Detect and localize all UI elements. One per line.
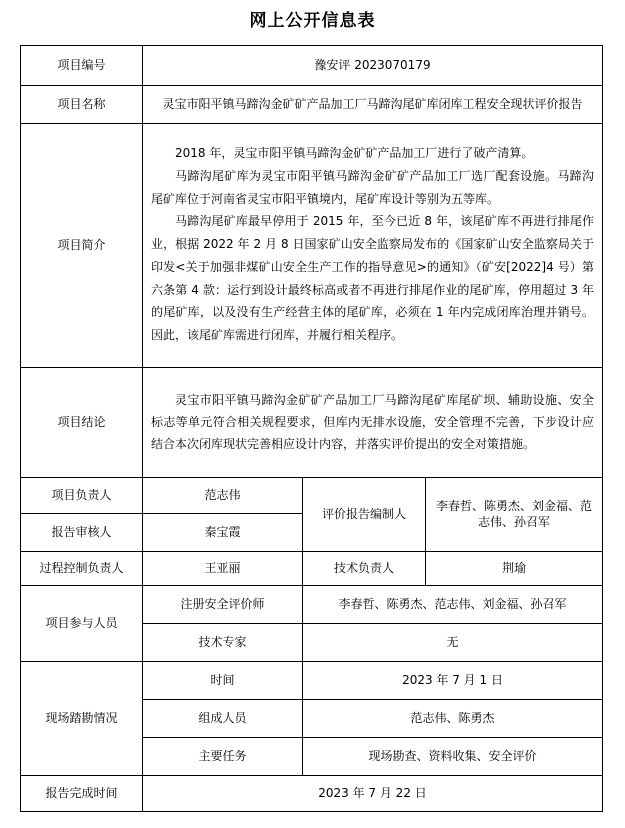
- completion-date-label: 报告完成时间: [21, 776, 143, 812]
- row-project-name: [21, 86, 603, 124]
- site-time-label: 时间: [143, 662, 303, 700]
- process-control-label: 过程控制负责人: [21, 552, 143, 586]
- reviewer-label: 报告审核人: [21, 514, 143, 552]
- row-process-control: [21, 552, 603, 586]
- reviewer-value: 秦宝霞: [143, 514, 303, 552]
- tech-expert-value: 无: [303, 624, 603, 662]
- site-members-label: 组成人员: [143, 700, 303, 738]
- conclusion-content: [143, 368, 603, 478]
- project-name-label: 项目名称: [21, 86, 143, 124]
- row-site-time: [21, 662, 603, 700]
- compiler-value: 李春哲、陈勇杰、刘金福、范志伟、孙召军: [426, 478, 603, 552]
- intro-paragraph-3: 马蹄沟尾矿库最早停用于 2015 年，至今已近 8 年，该尾矿库不再进行排尾作业，根据 2022 年 2 月 8 日国家矿山安全监察局发布的《国家矿山安全监察局关于印发<关于加强非煤矿山安全生产工作的指导意见>的通知》（矿安[2022]4 号）第六条第 4 款：运行到设计最终标高或者不再进行排尾作业的尾矿库，停用超过 3 年的尾矿库，以及没有生产经营主体的尾矿库，必须在 1 年内完成闭库治理并销号。因此，该尾矿库需进行闭库，并履行相关程序。: [151, 214, 595, 343]
- conclusion-label: 项目结论: [21, 368, 143, 478]
- intro-content: [143, 124, 603, 368]
- participants-label: 项目参与人员: [21, 586, 143, 662]
- row-project-no: [21, 46, 603, 86]
- site-time-value: 2023 年 7 月 1 日: [303, 662, 603, 700]
- row-participants-registered: [21, 586, 603, 624]
- registered-assessor-value: 李春哲、陈勇杰、范志伟、刘金福、孙召军: [303, 586, 603, 624]
- site-survey-label: 现场踏勘情况: [21, 662, 143, 776]
- row-conclusion: [21, 368, 603, 478]
- conclusion-text: 灵宝市阳平镇马蹄沟金矿矿产品加工厂马蹄沟尾矿库尾矿坝、辅助设施、安全标志等单元符合相关规程要求，但库内无排水设施，安全管理不完善，下步设计应结合本次闭库现状完善相应设计内容，并落实评价提出的安全对策措施。: [151, 392, 595, 451]
- row-leader: [21, 478, 603, 514]
- intro-paragraph-2: 马蹄沟尾矿库为灵宝市阳平镇马蹄沟金矿矿产品加工厂选厂配套设施。马蹄沟尾矿库位于河南省灵宝市阳平镇境内，尾矿库设计等别为五等库。: [151, 168, 595, 206]
- tech-expert-label: 技术专家: [143, 624, 303, 662]
- leader-value: 范志伟: [143, 478, 303, 514]
- process-control-value: 王亚丽: [143, 552, 303, 586]
- compiler-label: 评价报告编制人: [303, 478, 426, 552]
- leader-label: 项目负责人: [21, 478, 143, 514]
- row-completion-date: [21, 776, 603, 812]
- site-tasks-value: 现场勘查、资料收集、安全评价: [303, 738, 603, 776]
- site-tasks-label: 主要任务: [143, 738, 303, 776]
- info-table: [20, 45, 603, 812]
- document-title: 网上公开信息表: [249, 11, 376, 31]
- completion-date-value: 2023 年 7 月 22 日: [143, 776, 603, 812]
- registered-assessor-label: 注册安全评价师: [143, 586, 303, 624]
- project-no-value: 豫安评 2023070179: [143, 46, 603, 86]
- row-intro: [21, 124, 603, 368]
- intro-label: 项目简介: [21, 124, 143, 368]
- project-no-label: 项目编号: [21, 46, 143, 86]
- tech-lead-label: 技术负责人: [303, 552, 426, 586]
- intro-paragraph-1: 2018 年，灵宝市阳平镇马蹄沟金矿矿产品加工厂进行了破产清算。: [175, 145, 534, 160]
- site-members-value: 范志伟、陈勇杰: [303, 700, 603, 738]
- project-name-value: 灵宝市阳平镇马蹄沟金矿矿产品加工厂马蹄沟尾矿库闭库工程安全现状评价报告: [143, 86, 603, 124]
- tech-lead-value: 荆瑜: [426, 552, 603, 586]
